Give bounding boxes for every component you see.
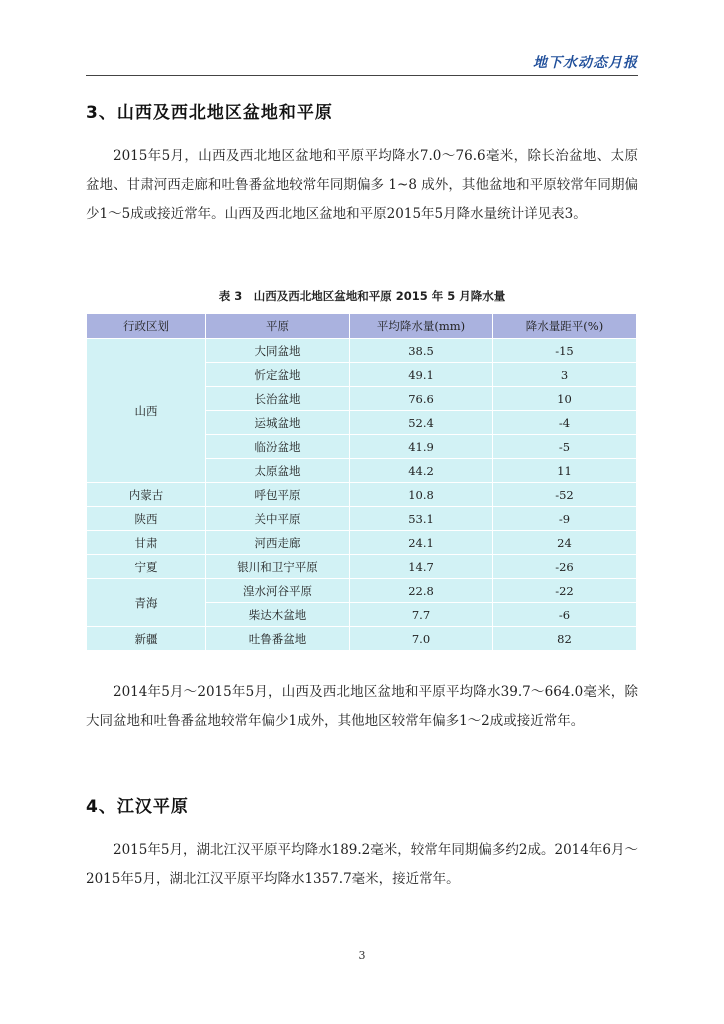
header-precipitation: 平均降水量(mm) xyxy=(350,314,493,339)
anomaly-cell: 11 xyxy=(493,459,637,483)
section-4-paragraph-1: 2015年5月，湖北江汉平原平均降水189.2毫米，较常年同期偏多约2成。2014年6月～2015年5月，湖北江汉平原平均降水1357.7毫米，接近常年。 xyxy=(86,842,638,887)
table-row xyxy=(87,555,637,579)
region-cell: 新疆 xyxy=(87,627,206,651)
plain-cell: 太原盆地 xyxy=(206,459,350,483)
plain-cell: 河西走廊 xyxy=(206,531,350,555)
region-cell: 青海 xyxy=(87,579,206,627)
precipitation-cell: 14.7 xyxy=(350,555,493,579)
header-region: 行政区划 xyxy=(87,314,206,339)
anomaly-cell: -15 xyxy=(493,339,637,363)
anomaly-cell: -52 xyxy=(493,483,637,507)
precipitation-cell: 44.2 xyxy=(350,459,493,483)
precipitation-cell: 49.1 xyxy=(350,363,493,387)
table-row xyxy=(87,627,637,651)
table-3-caption: 表 3 山西及西北地区盆地和平原 2015 年 5 月降水量 xyxy=(218,289,506,303)
anomaly-cell: 82 xyxy=(493,627,637,651)
anomaly-cell: -5 xyxy=(493,435,637,459)
region-cell: 内蒙古 xyxy=(87,483,206,507)
precipitation-cell: 52.4 xyxy=(350,411,493,435)
header-plain: 平原 xyxy=(206,314,350,339)
section-3-heading: 3、山西及西北地区盆地和平原 xyxy=(86,103,333,123)
precipitation-cell: 76.6 xyxy=(350,387,493,411)
precipitation-cell: 38.5 xyxy=(350,339,493,363)
plain-cell: 忻定盆地 xyxy=(206,363,350,387)
precipitation-cell: 24.1 xyxy=(350,531,493,555)
table-row xyxy=(87,579,637,603)
plain-cell: 运城盆地 xyxy=(206,411,350,435)
anomaly-cell: -22 xyxy=(493,579,637,603)
plain-cell: 柴达木盆地 xyxy=(206,603,350,627)
anomaly-cell: -9 xyxy=(493,507,637,531)
precipitation-table xyxy=(86,313,637,651)
anomaly-cell: 3 xyxy=(493,363,637,387)
plain-cell: 呼包平原 xyxy=(206,483,350,507)
region-cell: 山西 xyxy=(87,339,206,483)
anomaly-cell: 24 xyxy=(493,531,637,555)
section-3-paragraph-2: 2014年5月～2015年5月，山西及西北地区盆地和平原平均降水39.7～664.0毫米，除大同盆地和吐鲁番盆地较常年偏少1成外，其他地区较常年偏多1～2成或接近常年。 xyxy=(86,684,638,729)
precipitation-cell: 41.9 xyxy=(350,435,493,459)
table-row xyxy=(87,507,637,531)
plain-cell: 临汾盆地 xyxy=(206,435,350,459)
precipitation-cell: 22.8 xyxy=(350,579,493,603)
plain-cell: 银川和卫宁平原 xyxy=(206,555,350,579)
header-divider xyxy=(86,75,638,76)
table-body xyxy=(87,339,637,651)
region-cell: 陕西 xyxy=(87,507,206,531)
table-row xyxy=(87,531,637,555)
table-header-row xyxy=(87,314,637,339)
header-anomaly: 降水量距平(%) xyxy=(493,314,637,339)
precipitation-cell: 53.1 xyxy=(350,507,493,531)
precipitation-cell: 7.0 xyxy=(350,627,493,651)
plain-cell: 湟水河谷平原 xyxy=(206,579,350,603)
plain-cell: 长治盆地 xyxy=(206,387,350,411)
precipitation-cell: 10.8 xyxy=(350,483,493,507)
anomaly-cell: -26 xyxy=(493,555,637,579)
region-cell: 宁夏 xyxy=(87,555,206,579)
anomaly-cell: -6 xyxy=(493,603,637,627)
plain-cell: 大同盆地 xyxy=(206,339,350,363)
table-row xyxy=(87,339,637,363)
plain-cell: 关中平原 xyxy=(206,507,350,531)
plain-cell: 吐鲁番盆地 xyxy=(206,627,350,651)
section-4-heading: 4、江汉平原 xyxy=(86,797,189,817)
report-title: 地下水动态月报 xyxy=(533,55,638,71)
precipitation-cell: 7.7 xyxy=(350,603,493,627)
region-cell: 甘肃 xyxy=(87,531,206,555)
anomaly-cell: -4 xyxy=(493,411,637,435)
anomaly-cell: 10 xyxy=(493,387,637,411)
section-3-paragraph-1: 2015年5月，山西及西北地区盆地和平原平均降水7.0～76.6毫米，除长治盆地、太原盆地、甘肃河西走廊和吐鲁番盆地较常年同期偏多 1~8 成外，其他盆地和平原较常年同期偏少1～5成或接近常年。山西及西北地区盆地和平原2015年5月降水量统计详见表3。 xyxy=(86,148,638,222)
table-row xyxy=(87,483,637,507)
page-number: 3 xyxy=(358,949,366,962)
